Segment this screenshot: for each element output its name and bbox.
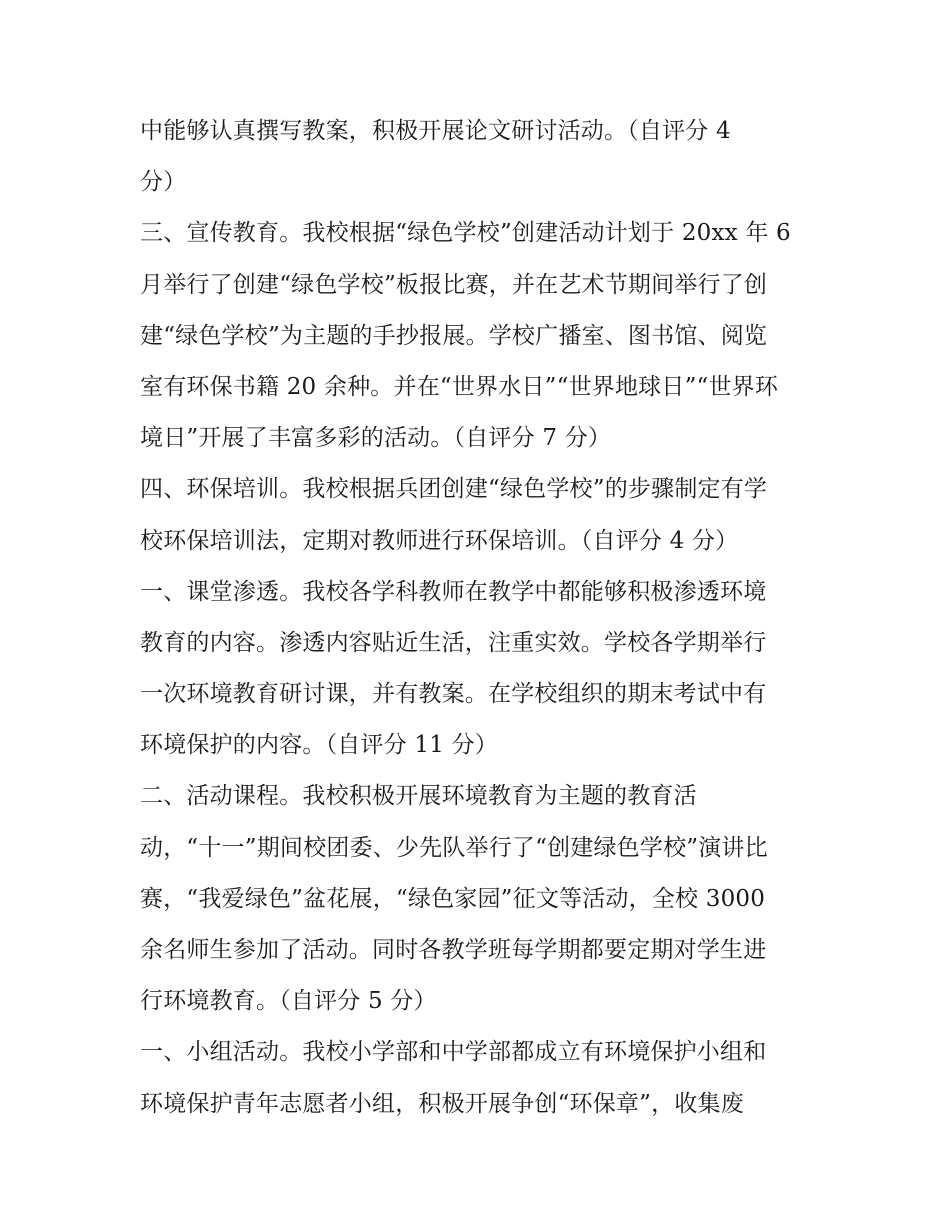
text-line-3: 三、宣传教育。我校根据“绿色学校”创建活动计划于 20xx 年 6: [140, 220, 791, 247]
text-line-18: 行环境教育。（自评分 5 分）: [140, 988, 437, 1015]
text-line-7: 境日”开展了丰富多彩的活动。（自评分 7 分）: [140, 425, 612, 452]
text-line-5: 建“绿色学校”为主题的手抄报展。学校广播室、图书馆、阅览: [140, 322, 768, 349]
text-line-8: 四、环保培训。我校根据兵团创建“绿色学校”的步骤制定有学: [140, 476, 768, 503]
text-line-4: 月举行了创建“绿色学校”板报比赛，并在艺术节期间举行了创: [140, 271, 768, 298]
text-line-16: 赛，“我爱绿色”盆花展，“绿色家园”征文等活动，全校 3000: [140, 885, 766, 912]
text-line-2: 分）: [140, 169, 187, 196]
text-line-14: 二、活动课程。我校积极开展环境教育为主题的教育活: [140, 783, 697, 810]
body-text: [140, 106, 820, 1130]
text-line-15: 动，“十一”期间校团委、少先队举行了“创建绿色学校”演讲比: [140, 834, 768, 861]
text-line-10: 一、课堂渗透。我校各学科教师在教学中都能够积极渗透环境: [140, 578, 767, 605]
text-line-17: 余名师生参加了活动。同时各教学班每学期都要定期对学生进: [140, 937, 767, 963]
text-line-13: 环境保护的内容。（自评分 11 分）: [140, 732, 498, 759]
text-line-6: 室有环保书籍 20 余种。并在“世界水日”“世界地球日”“世界环: [140, 373, 779, 400]
text-line-19: 一、小组活动。我校小学部和中学部都成立有环境保护小组和: [140, 1039, 767, 1066]
text-line-11: 教育的内容。渗透内容贴近生活，注重实效。学校各学期举行: [140, 629, 767, 656]
text-line-1: 中能够认真撰写教案，积极开展论文研讨活动。（自评分 4: [140, 118, 731, 144]
text-line-12: 一次环境教育研讨课，并有教案。在学校组织的期末考试中有: [140, 681, 767, 708]
text-line-20: 环境保护青年志愿者小组，积极开展争创“环保章”，收集废: [140, 1090, 744, 1117]
text-line-9: 校环保培训法，定期对教师进行环保培训。（自评分 4 分）: [140, 527, 739, 554]
